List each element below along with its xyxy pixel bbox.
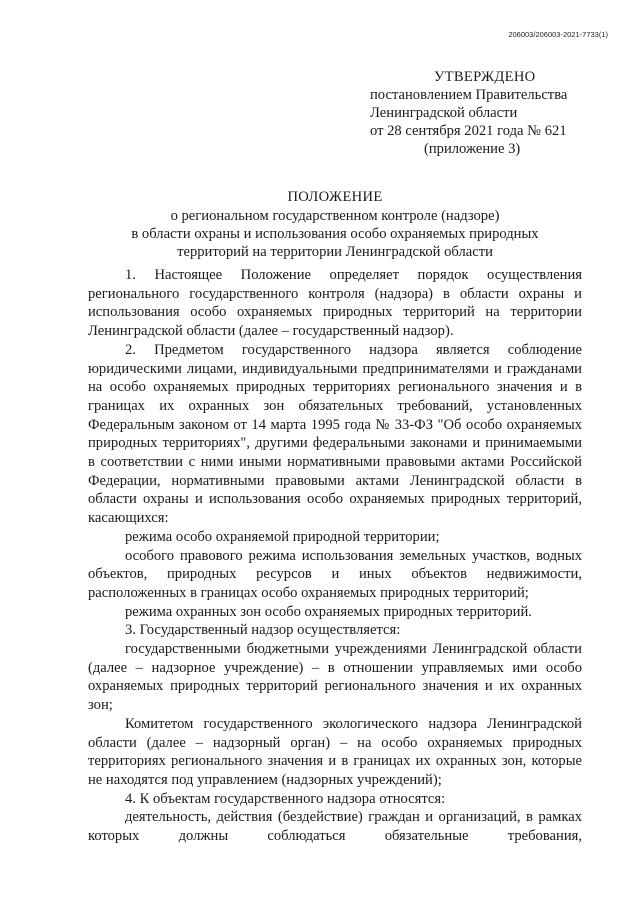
document-body [88, 266, 582, 846]
paragraph-9: 4. К объектам государственного надзора относятся: [125, 790, 446, 807]
document-heading: ПОЛОЖЕНИЕ [287, 189, 383, 205]
document-subtitle-1: о региональном государственном контроле (надзоре) [170, 208, 500, 224]
approval-line-3: от 28 сентября 2021 года № 621 [370, 123, 567, 139]
approval-line-1: постановлением Правительства [370, 87, 568, 103]
paragraph-8: Комитетом государственного экологического надзора Ленинградской области (далее – надзорный орган) – на особо охраняемых природных территориях регионального значения и в границах их охранных зон, которые не находятся под управлением (надзорных учреждений); [88, 715, 582, 788]
approval-line-2: Ленинградской области [370, 105, 518, 121]
document-subtitle-2: в области охраны и использования особо охраняемых природных [131, 226, 539, 242]
paragraph-5: режима охранных зон особо охраняемых природных территорий. [125, 603, 532, 620]
paragraph-4: особого правового режима использования земельных участков, водных объектов, природных ресурсов и иных объектов недвижимости, расположенных в границах особо охраняемых природных территорий; [88, 547, 582, 601]
approval-line-4: (приложение 3) [424, 141, 521, 157]
approval-block [370, 68, 567, 158]
paragraph-6: 3. Государственный надзор осуществляется: [125, 622, 401, 639]
paragraph-1: 1. Настоящее Положение определяет порядок осуществления регионального государственного контроля (надзора) в области охраны и использования особо охраняемых природных территорий на территории Ленинградской области (далее – государственный надзор). [88, 267, 582, 340]
document-title-block [88, 188, 582, 261]
paragraph-10: деятельность, действия (бездействие) граждан и организаций, в рамках которых должны соблюдаться обязательные требования, [88, 809, 582, 845]
approval-title: УТВЕРЖДЕНО [434, 69, 536, 85]
document-subtitle-3: территорий на территории Ленинградской области [177, 244, 493, 260]
document-id: 206003/206003-2021-7733(1) [508, 30, 608, 39]
paragraph-2: 2. Предметом государственного надзора является соблюдение юридическими лицами, индивидуальными предпринимателями и гражданами на особо охраняемых природных территориях регионального значения и в границах их охранных зон обязательных требований, установленных Федеральным законом от 14 марта 1995 года № 33-ФЗ "Об особо охраняемых природных территориях", другими федеральными законами и принимаемыми в соответствии с ними иными нормативными правовыми актами Российской Федерации, нормативными правовыми актами Ленинградской области в области охраны и использования особо охраняемых природных территорий, касающихся: [88, 341, 582, 527]
paragraph-7: государственными бюджетными учреждениями Ленинградской области (далее – надзорное учреждение) – в отношении управляемых ими особо охраняемых природных территорий регионального значения и их охранных зон; [88, 641, 582, 714]
paragraph-3: режима особо охраняемой природной территории; [125, 528, 440, 545]
